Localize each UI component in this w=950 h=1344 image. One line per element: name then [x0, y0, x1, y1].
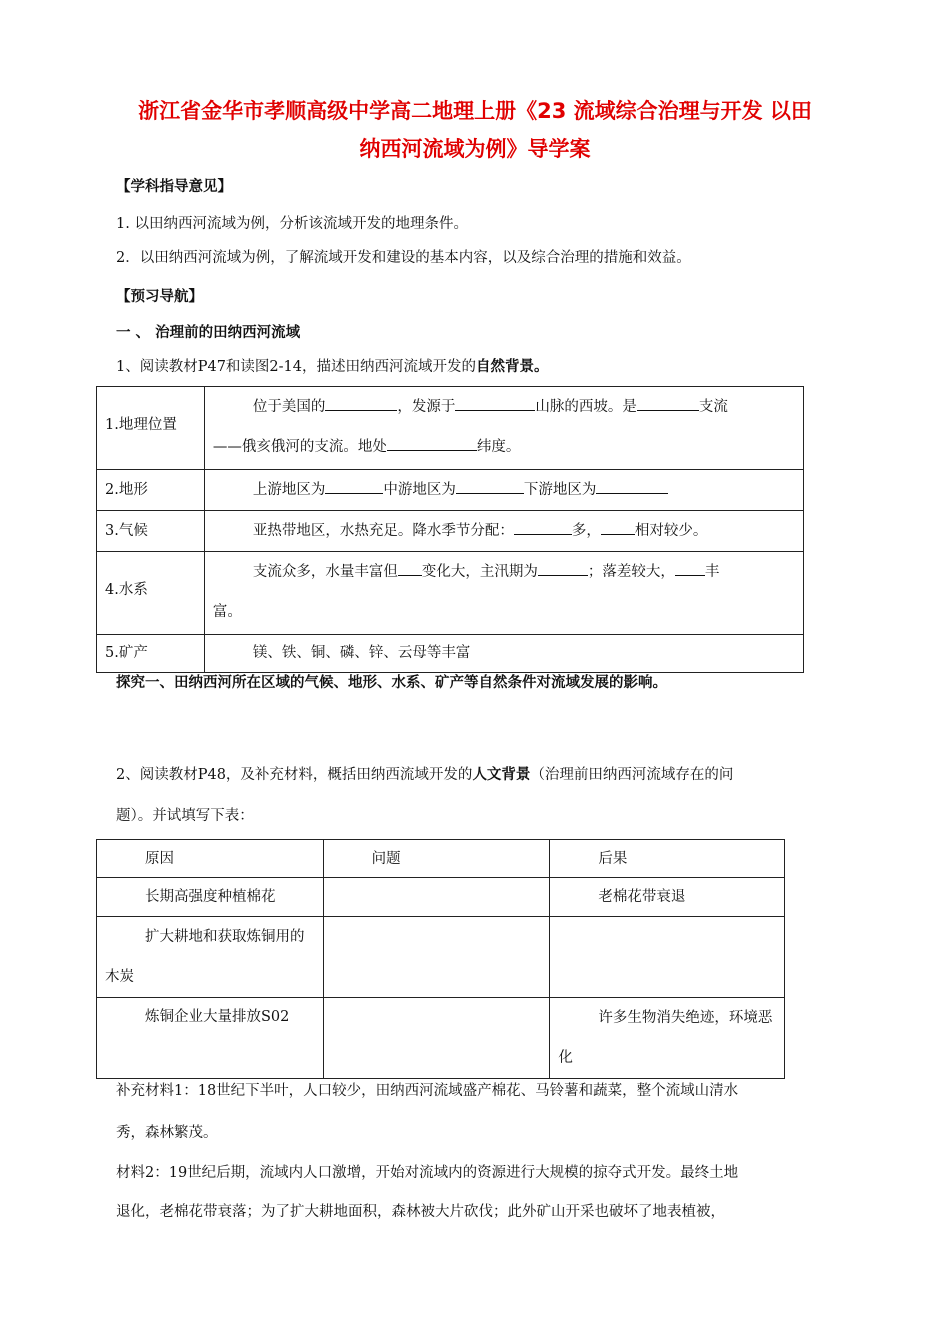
table-row: 长期高强度种植棉花 老棉花带衰退: [97, 878, 785, 917]
fill-blank[interactable]: [456, 479, 524, 494]
question-1: 1、阅读教材P47和读图2-14，描述田纳西河流域开发的自然背景。: [116, 359, 549, 375]
question-2-line1: 2、阅读教材P48，及补充材料，概括田纳西流域开发的人文背景（治理前田纳西河流域存在的问: [116, 767, 734, 783]
table-row: 2.地形 上游地区为 中游地区为 下游地区为: [97, 470, 804, 511]
table-header-row: [97, 840, 785, 878]
table-row: 1.地理位置 位于美国的 ，发源于 山脉的西坡。是 支流 ——俄亥俄河的支流。地处 纬度。: [97, 387, 804, 470]
subsection-heading: 一 、 治理前的田纳西河流域: [116, 325, 301, 341]
answer-cell[interactable]: [550, 917, 785, 998]
inquiry-1: 探究一、田纳西河所在区域的气候、地形、水系、矿产等自然条件对流域发展的影响。: [116, 675, 667, 691]
answer-cell[interactable]: [323, 917, 550, 998]
row-label-minerals: 5.矿产: [105, 645, 148, 661]
row-label-terrain: 2.地形: [105, 482, 148, 498]
natural-background-table: [96, 386, 804, 673]
material-1-line2: 秀，森林繁茂。: [116, 1125, 218, 1141]
question-2-line2: 题）。并试填写下表：: [116, 808, 254, 824]
table-row: 扩大耕地和获取炼铜用的木炭: [97, 917, 785, 998]
section-heading-guidance: 【学科指导意见】: [116, 179, 232, 195]
row-label-location: 1.地理位置: [105, 417, 177, 433]
row-label-water: 4.水系: [105, 582, 148, 598]
section-heading-preview: 【预习导航】: [116, 289, 203, 305]
fill-blank[interactable]: [398, 561, 422, 576]
answer-cell[interactable]: [323, 998, 550, 1079]
guidance-item-2: 2．以田纳西河流域为例，了解流域开发和建设的基本内容，以及综合治理的措施和效益。: [116, 250, 691, 266]
fill-blank[interactable]: [601, 520, 635, 535]
answer-cell[interactable]: [323, 878, 550, 917]
doc-title-line1: 浙江省金华市孝顺高级中学高二地理上册《23 流域综合治理与开发 以田: [138, 99, 812, 123]
col-header-problem: 问题: [371, 851, 401, 867]
fill-blank[interactable]: [455, 396, 535, 411]
table-row: 4.水系 支流众多，水量丰富但 变化大，主汛期为 ；落差较大， 丰 富。: [97, 552, 804, 635]
material-1-line1: 补充材料1：18世纪下半叶，人口较少，田纳西河流域盛产棉花、马铃薯和蔬菜，整个流域山清水: [116, 1083, 739, 1099]
material-2-line2: 退化，老棉花带衰落；为了扩大耕地面积，森林被大片砍伐；此外矿山开采也破坏了地表植被，: [116, 1204, 725, 1220]
table-row: 3.气候 亚热带地区，水热充足。降水季节分配： 多， 相对较少。: [97, 511, 804, 552]
guidance-item-1: 1. 以田纳西河流域为例，分析该流域开发的地理条件。: [116, 216, 468, 232]
fill-blank[interactable]: [637, 396, 699, 411]
doc-title-line2: 纳西河流域为例》导学案: [359, 137, 591, 161]
row-label-climate: 3.气候: [105, 523, 148, 539]
material-2-line1: 材料2：19世纪后期，流域内人口激增，开始对流域内的资源进行大规模的掠夺式开发。最终土地: [116, 1165, 739, 1181]
table-row: 5.矿产 镁、铁、铜、磷、锌、云母等丰富: [97, 635, 804, 673]
col-header-cause: 原因: [145, 851, 174, 867]
fill-blank[interactable]: [514, 520, 572, 535]
table-row: 炼铜企业大量排放S02 许多生物消失绝迹，环境恶化: [97, 998, 785, 1079]
human-background-table: [96, 839, 785, 1079]
col-header-result: 后果: [598, 851, 628, 867]
fill-blank[interactable]: [538, 561, 588, 576]
fill-blank[interactable]: [675, 561, 705, 576]
fill-blank[interactable]: [325, 396, 397, 411]
fill-blank[interactable]: [325, 479, 383, 494]
fill-blank[interactable]: [596, 479, 668, 494]
fill-blank[interactable]: [387, 436, 477, 451]
